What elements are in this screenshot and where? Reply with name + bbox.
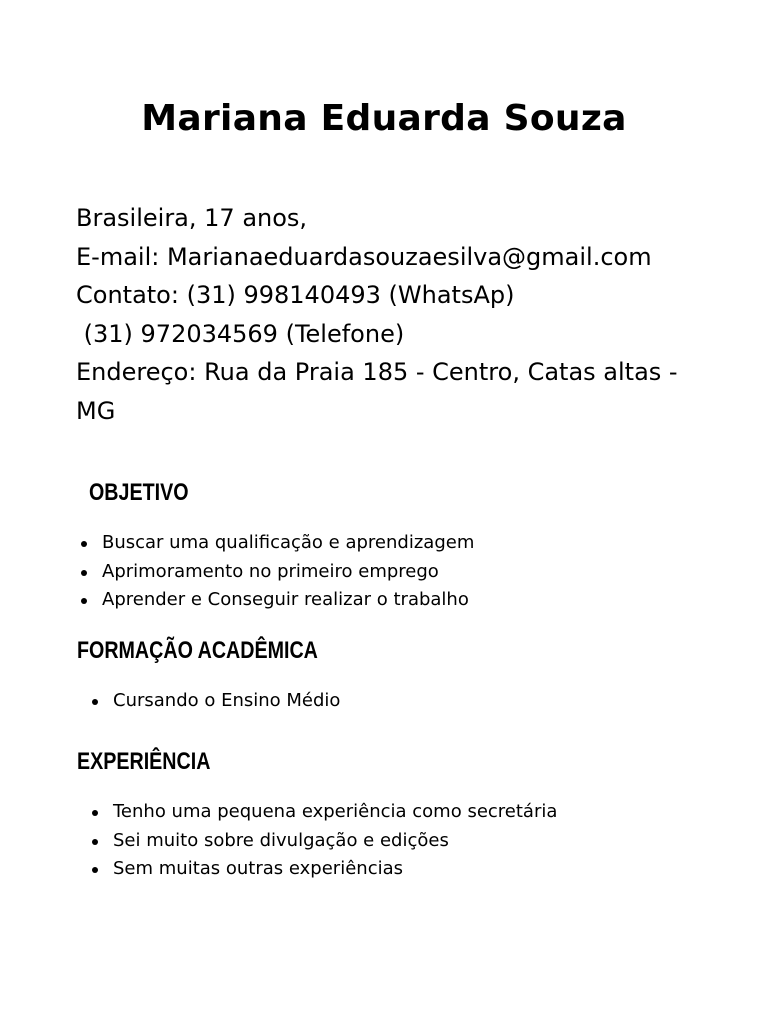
experiencia-list xyxy=(89,798,557,884)
list-item xyxy=(78,558,474,587)
bullet-icon xyxy=(81,541,87,547)
section-title-objetivo: OBJETIVO xyxy=(89,479,189,506)
whatsapp-contact: Contato: (31) 998140493 (WhatsAp) xyxy=(76,281,515,309)
list-item xyxy=(89,798,557,827)
list-item-text: Cursando o Ensino Médio xyxy=(113,690,341,711)
list-item xyxy=(89,827,557,856)
section-title-formacao: FORMAÇÃO ACADÊMICA xyxy=(77,637,318,664)
list-item-text: Sei muito sobre divulgação e edições xyxy=(113,829,449,851)
list-item-text: Sem muitas outras experiências xyxy=(113,858,403,880)
email-line: E-mail: Marianaeduardasouzaesilva@gmail.com xyxy=(76,242,652,271)
address-line: Endereço: Rua da Praia 185 - Centro, Catas altas - MG xyxy=(76,358,678,425)
list-item-text: Buscar uma qualificação e aprendizagem xyxy=(102,532,475,553)
list-item xyxy=(78,529,474,558)
list-item xyxy=(89,855,557,884)
formacao-list xyxy=(89,687,340,716)
list-item-text: Aprimoramento no primeiro emprego xyxy=(102,560,439,582)
nationality-age: Brasileira, 17 anos, xyxy=(76,204,308,232)
section-title-experiencia: EXPERIÊNCIA xyxy=(77,748,211,775)
resume-name-heading: Mariana Eduarda Souza xyxy=(141,98,627,139)
bullet-icon xyxy=(92,839,98,845)
list-item xyxy=(89,687,340,716)
list-item-text: Aprender e Conseguir realizar o trabalho xyxy=(102,589,469,611)
list-item xyxy=(78,586,474,615)
objetivo-list xyxy=(78,529,474,615)
list-item-text: Tenho uma pequena experiência como secretária xyxy=(113,801,558,822)
bullet-icon xyxy=(81,598,87,604)
bullet-icon xyxy=(81,570,87,576)
bullet-icon xyxy=(92,867,98,873)
bullet-icon xyxy=(92,699,98,705)
bullet-icon xyxy=(92,810,98,816)
phone-contact: (31) 972034569 (Telefone) xyxy=(76,319,405,348)
personal-info xyxy=(76,199,706,430)
